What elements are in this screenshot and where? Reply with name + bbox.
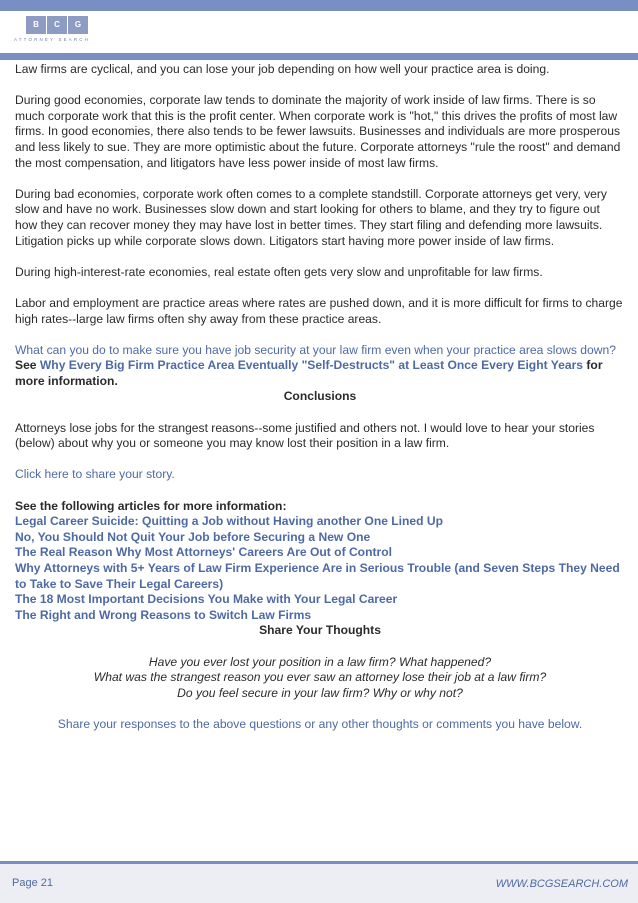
share-thoughts-heading: Share Your Thoughts xyxy=(259,623,381,638)
logo-tagline: ATTORNEY SEARCH xyxy=(14,37,90,42)
article-link[interactable]: No, You Should Not Quit Your Job before Securing a New One xyxy=(15,529,371,544)
share-story-link[interactable]: Click here to share your story. xyxy=(15,467,175,482)
bcg-logo xyxy=(14,16,98,46)
question-item: Have you ever lost your position in a law firm? What happened? xyxy=(148,654,492,669)
see-also-line xyxy=(15,358,625,389)
job-security-question: What can you do to make sure you have job security at your law firm even when your practice area slows down? xyxy=(15,342,616,357)
articles-heading: See the following articles for more information: xyxy=(15,498,287,513)
self-destructs-article-link[interactable]: Why Every Big Firm Practice Area Eventually "Self-Destructs" at Least Once Every Eight Years xyxy=(39,358,584,373)
paragraph-bad-economies: During bad economies, corporate work often comes to a complete standstill. Corporate attorneys get very, very slow and have no work. Businesses slow down and start looking for others to blame, and they try to figure out how they can recover money they may have lost in better times. They start filing and defending more lawsuits. Litigation picks up while corporate slows down. Litigators start having more power inside of law firms. xyxy=(15,186,607,248)
article-link[interactable]: The Real Reason Why Most Attorneys' Careers Are Out of Control xyxy=(15,545,392,560)
header-band xyxy=(0,53,638,60)
question-item: Do you feel secure in your law firm? Why or why not? xyxy=(177,685,463,700)
question-item: What was the strangest reason you ever saw an attorney lose their job at a law firm? xyxy=(93,670,547,685)
article-link[interactable]: The Right and Wrong Reasons to Switch Law Firms xyxy=(15,607,312,622)
article-body xyxy=(15,62,625,748)
share-responses-text: Share your responses to the above questions or any other thoughts or comments you have below. xyxy=(57,716,583,731)
conclusions-heading: Conclusions xyxy=(283,389,357,404)
footer-website-link[interactable]: WWW.BCGSEARCH.COM xyxy=(495,878,628,890)
article-link[interactable]: The 18 Most Important Decisions You Make with Your Legal Career xyxy=(15,592,398,607)
paragraph-good-economies: During good economies, corporate law tends to dominate the majority of work inside of law firms. There is so much corporate work that this is the profit center. When corporate work is "hot," this drives the profits of most law firms. In good economies, there also tends to be fewer lawsuits. Businesses and individuals are more prosperous and less likely to sue. They are more optimistic about the future. Corporate attorneys "rule the roost" and demand the most compensation, and litigators have less power inside of most law firms. xyxy=(15,93,621,170)
paragraph-interest-rates: During high-interest-rate economies, real estate often gets very slow and unprofitable for law firms. xyxy=(15,264,543,279)
see-suffix: for more information. xyxy=(15,358,603,388)
footer-accent-line xyxy=(0,861,638,864)
conclusions-paragraph: Attorneys lose jobs for the strangest reasons--some justified and others not. I would love to hear your stories (below) about why you or someone you may know lost their position in a law firm. xyxy=(15,420,595,451)
see-prefix: See xyxy=(15,358,40,373)
paragraph-labor-employment: Labor and employment are practice areas where rates are pushed down, and it is more difficult for firms to charge high rates--large law firms often shy away from these practice areas. xyxy=(15,295,623,326)
article-link[interactable]: Legal Career Suicide: Quitting a Job without Having another One Lined Up xyxy=(15,514,444,529)
top-accent-bar xyxy=(0,0,638,11)
article-link[interactable]: Why Attorneys with 5+ Years of Law Firm Experience Are in Serious Trouble (and Seven Steps They Need to Take to Save Their Legal Careers) xyxy=(15,561,620,591)
logo-letter-g: G xyxy=(68,16,88,34)
page-number: Page 21 xyxy=(12,877,53,889)
paragraph-cyclical: Law firms are cyclical, and you can lose your job depending on how well your practice area is doing. xyxy=(15,62,550,76)
logo-letter-c: C xyxy=(47,16,67,34)
logo-letter-b: B xyxy=(26,16,46,34)
